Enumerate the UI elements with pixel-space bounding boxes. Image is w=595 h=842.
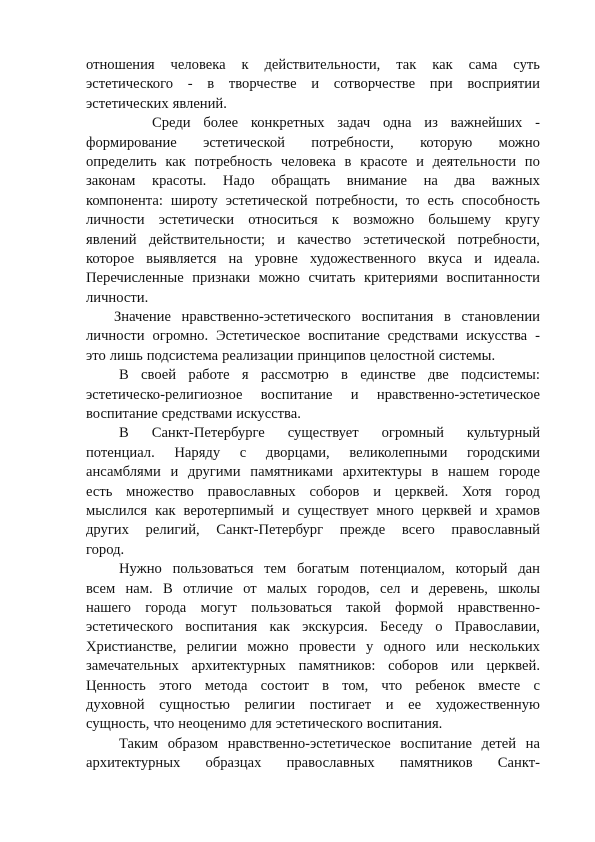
word: так: [396, 57, 417, 73]
word: соборов: [309, 483, 360, 500]
word: относиться: [248, 212, 318, 229]
word: и: [277, 231, 286, 248]
word: вкуса: [428, 250, 463, 267]
word: и: [373, 483, 382, 500]
word: Среди: [152, 115, 191, 132]
text-line: [86, 56, 540, 75]
word: можно: [498, 134, 540, 151]
word: храмов: [495, 502, 540, 519]
word: потенциал.: [86, 444, 155, 461]
word: экскурсия.: [302, 619, 368, 636]
word: можно: [247, 638, 289, 655]
word: широту: [170, 192, 218, 209]
word: своей: [141, 367, 177, 384]
word: дворцами,: [265, 444, 330, 461]
text-line: [86, 735, 540, 754]
word: городскими: [467, 444, 540, 461]
word: одна: [382, 115, 412, 132]
text-line: [86, 599, 540, 618]
word: личности: [86, 328, 145, 345]
word: религий,: [145, 522, 200, 539]
word: эстетической: [225, 192, 308, 209]
text-line: [86, 444, 540, 463]
word: такой: [346, 599, 381, 616]
word: становлении: [461, 309, 540, 326]
word: состоит: [260, 677, 309, 694]
word: и: [416, 153, 424, 170]
word: в: [431, 464, 439, 481]
word: Наряду: [174, 444, 221, 461]
word: В: [119, 367, 129, 384]
text-line: [86, 580, 540, 599]
word: великолепными: [349, 444, 448, 461]
word: из: [424, 115, 438, 132]
word: церквей: [421, 502, 472, 519]
word: важных: [491, 173, 540, 190]
word: о: [435, 619, 443, 636]
word: -: [535, 328, 540, 345]
word: город: [505, 483, 540, 500]
word: человека: [280, 153, 336, 170]
word: воспитания.: [366, 716, 443, 733]
word: эстетического: [275, 716, 363, 733]
word: рассмотрю: [260, 367, 329, 384]
word: могут: [200, 599, 237, 616]
word: пользоваться: [251, 599, 332, 616]
word: образцах: [205, 755, 262, 772]
word: мыслился: [86, 502, 148, 519]
word: всем: [86, 580, 116, 597]
word: творчестве: [228, 76, 297, 93]
word: компонента:: [86, 192, 163, 209]
word: две: [428, 367, 449, 384]
word: сущность,: [86, 716, 150, 733]
word: это: [86, 347, 106, 364]
word: архитектурных: [191, 658, 286, 675]
word: памятников: [399, 755, 473, 772]
word: на: [423, 173, 438, 190]
word: в: [341, 367, 348, 384]
word: к: [241, 57, 249, 73]
word: Хотя: [462, 483, 492, 500]
word: воспитание: [260, 386, 333, 403]
word: городов,: [317, 580, 370, 597]
word: замечательных: [86, 658, 179, 675]
text-line: [86, 618, 540, 637]
text-line: [86, 211, 540, 230]
word: что: [381, 677, 403, 694]
word: других: [86, 522, 129, 539]
word: формирование: [86, 134, 177, 151]
word: эстетической: [203, 134, 285, 151]
word: эстетического: [86, 76, 174, 93]
word: на: [228, 250, 243, 267]
word: -: [187, 76, 193, 93]
text-line: [86, 75, 540, 94]
text-line: [86, 696, 540, 715]
word: нашем: [448, 464, 490, 481]
word: много: [376, 502, 414, 519]
word: как: [269, 619, 290, 636]
word: воспитание: [400, 735, 472, 752]
word: работе: [188, 367, 230, 384]
word: нравственно-эстетическое: [376, 386, 540, 403]
word: конкретных: [250, 115, 325, 132]
word: по: [524, 153, 540, 170]
word: отношения: [86, 57, 155, 73]
word: и: [479, 502, 488, 519]
word: идеала.: [494, 250, 540, 267]
word: дан: [518, 561, 540, 578]
word: качество: [297, 231, 352, 248]
word: художественного: [309, 250, 417, 267]
word: выявляется: [146, 250, 217, 267]
word: способность: [461, 192, 540, 209]
word: том,: [342, 677, 369, 694]
word: и: [350, 386, 359, 403]
word: от: [243, 580, 257, 597]
text-line: [86, 269, 540, 288]
word: кругу: [505, 212, 540, 229]
word: явлений: [86, 231, 137, 248]
text-line: [86, 541, 540, 560]
word: законам: [86, 173, 136, 190]
word: средствами: [161, 406, 233, 423]
word: и: [410, 580, 419, 597]
text-line: [86, 95, 540, 114]
word: то: [406, 192, 420, 209]
word: нравственно-: [457, 599, 540, 616]
word: Перечисленные: [86, 270, 184, 287]
word: множество: [126, 483, 194, 500]
text-line: [86, 677, 540, 696]
word: красоте: [360, 153, 408, 170]
word: художественную: [435, 696, 540, 713]
word: Беседу: [380, 619, 423, 636]
word: единстве: [360, 367, 416, 384]
word: нам.: [125, 580, 153, 597]
word: эстетического: [86, 619, 174, 636]
word: и: [170, 464, 179, 481]
word: потребности,: [315, 192, 399, 209]
word: определить: [86, 153, 157, 170]
word: и: [311, 76, 320, 93]
word: памятниками: [250, 464, 333, 481]
text-line: [86, 463, 540, 482]
word: городе: [498, 464, 540, 481]
word: и: [474, 250, 483, 267]
word: пользоваться: [172, 561, 254, 578]
word: воспитанности: [446, 270, 540, 287]
word: у: [365, 638, 374, 655]
word: Санкт-Петербурге: [151, 425, 265, 442]
word: неоценимо: [178, 716, 247, 733]
word: критериями: [363, 270, 438, 287]
word: памятников:: [298, 658, 376, 675]
word: потребности,: [311, 134, 394, 151]
text-line: [86, 250, 540, 269]
word: постигает: [309, 696, 372, 713]
word: суть: [513, 57, 540, 73]
word: уровне: [254, 250, 298, 267]
word: отличие: [182, 580, 233, 597]
text-line: [86, 638, 540, 657]
word: В: [119, 425, 129, 442]
word: в: [322, 677, 329, 694]
word: эстетически: [158, 212, 235, 229]
text-line: [86, 308, 540, 327]
word: что: [153, 716, 175, 733]
word: воспитания: [185, 619, 258, 636]
word: личности.: [86, 289, 149, 306]
word: эстетических: [86, 95, 169, 112]
word: искусства: [466, 328, 528, 345]
word: ее: [408, 696, 422, 713]
word: в: [443, 309, 451, 326]
word: нравственно-эстетическое: [227, 735, 391, 752]
word: потенциалом,: [359, 561, 445, 578]
word: Значение: [114, 309, 171, 326]
text-line: [86, 405, 540, 424]
word: личности: [86, 212, 145, 229]
text-line: [86, 172, 540, 191]
text-line: [86, 192, 540, 211]
text-line: [86, 366, 540, 385]
text-line: [86, 754, 540, 773]
word: или: [450, 658, 474, 675]
text-line: [86, 483, 540, 502]
word: искусства.: [236, 406, 301, 423]
word: ребенок: [415, 677, 466, 694]
word: потребность: [194, 153, 273, 170]
word: с: [533, 677, 540, 694]
word: красоты.: [152, 173, 207, 190]
word: религии: [244, 696, 296, 713]
word: подсистемы:: [461, 367, 540, 384]
text-line: [86, 327, 540, 346]
word: всего: [401, 522, 435, 539]
text-line: [86, 347, 540, 366]
word: системы.: [438, 347, 496, 364]
word: два: [454, 173, 476, 190]
word: есть: [86, 483, 113, 500]
word: реализации: [222, 347, 294, 364]
word: деятельности: [432, 153, 517, 170]
word: на: [525, 735, 540, 752]
word: можно: [258, 270, 300, 287]
word: человека: [170, 57, 226, 73]
word: при: [429, 76, 453, 93]
word: нравственно-эстетического: [181, 309, 351, 326]
word: архитектурных: [86, 755, 181, 772]
word: который: [455, 561, 508, 578]
word: формой: [395, 599, 444, 616]
word: провести: [298, 638, 356, 655]
text-line: [86, 502, 540, 521]
word: сотворчестве: [333, 76, 416, 93]
word: Надо: [222, 173, 255, 190]
word: церквей.: [394, 483, 449, 500]
word: задач: [337, 115, 371, 132]
word: православных: [207, 483, 296, 500]
word: образом: [167, 735, 219, 752]
word: как: [432, 57, 453, 73]
word: и: [385, 696, 394, 713]
word: с: [239, 444, 247, 461]
word: веротерпимый: [183, 502, 274, 519]
word: православных: [286, 755, 375, 772]
word: подсистема: [146, 347, 219, 364]
word: которое: [86, 250, 135, 267]
word: в: [207, 76, 215, 93]
word: или: [436, 638, 459, 655]
word: лишь: [109, 347, 143, 364]
word: более: [203, 115, 239, 132]
word: вместе: [478, 677, 521, 694]
word: Христианстве,: [86, 638, 177, 655]
word: возможно: [353, 212, 415, 229]
text-line: [86, 134, 540, 153]
word: как: [155, 502, 176, 519]
text-line: [86, 289, 540, 308]
word: которую: [420, 134, 473, 151]
word: -: [535, 115, 540, 132]
text-line: [86, 715, 540, 734]
word: метода: [204, 677, 248, 694]
word: одного: [383, 638, 426, 655]
word: Эстетическое: [216, 328, 301, 345]
word: Таким: [119, 735, 159, 752]
word: соборов: [388, 658, 439, 675]
word: ансамблями: [86, 464, 161, 481]
text-line: [86, 424, 540, 443]
word: малых: [266, 580, 308, 597]
word: эстетическо-религиозное: [86, 386, 243, 403]
text-line: [86, 231, 540, 250]
word: воспитания: [361, 309, 434, 326]
word: огромно.: [152, 328, 209, 345]
text-line: [86, 114, 540, 133]
word: православный: [451, 522, 540, 539]
word: этого: [158, 677, 192, 694]
word: сущностью: [159, 696, 230, 713]
word: прежде: [339, 522, 386, 539]
word: большему: [428, 212, 491, 229]
word: Нужно: [119, 561, 162, 578]
word: тем: [264, 561, 287, 578]
word: действительности;: [148, 231, 266, 248]
word: Санкт-: [497, 755, 540, 772]
word: воспитание: [86, 406, 158, 423]
word: в: [344, 153, 352, 170]
body-text: [86, 56, 540, 773]
word: и: [281, 502, 290, 519]
text-line: [86, 657, 540, 676]
word: другими: [187, 464, 241, 481]
word: действительности,: [264, 57, 381, 73]
word: признаки: [192, 270, 251, 287]
word: явлений.: [172, 95, 227, 112]
word: культурный: [466, 425, 540, 442]
word: детей: [481, 735, 517, 752]
text-line: [86, 560, 540, 579]
word: богатым: [296, 561, 350, 578]
word: эстетической: [363, 231, 446, 248]
word: считать: [308, 270, 356, 287]
word: принципов: [297, 347, 366, 364]
word: восприятии: [467, 76, 540, 93]
word: церквей.: [486, 658, 540, 675]
word: нескольких: [469, 638, 540, 655]
word: целостной: [369, 347, 435, 364]
word: города: [145, 599, 187, 616]
word: Ценность: [86, 677, 146, 694]
word: внимание: [346, 173, 407, 190]
word: Православии,: [454, 619, 540, 636]
text-line: [86, 153, 540, 172]
word: религии: [186, 638, 238, 655]
word: как: [165, 153, 186, 170]
word: школы: [498, 580, 540, 597]
word: деревень,: [428, 580, 488, 597]
word: духовной: [86, 696, 145, 713]
word: средствами: [387, 328, 459, 345]
word: сама: [468, 57, 498, 73]
word: нашего: [86, 599, 131, 616]
word: важнейших: [450, 115, 523, 132]
word: город.: [86, 541, 125, 558]
word: потребности,: [457, 231, 540, 248]
word: к: [331, 212, 339, 229]
text-line: [86, 386, 540, 405]
word: есть: [427, 192, 454, 209]
word: обращать: [271, 173, 331, 190]
word: существует: [297, 502, 369, 519]
word: существует: [287, 425, 359, 442]
word: В: [162, 580, 173, 597]
word: для: [250, 716, 272, 733]
word: архитектуры: [342, 464, 422, 481]
text-line: [86, 521, 540, 540]
word: сел: [380, 580, 401, 597]
word: огромный: [381, 425, 444, 442]
word: Санкт-Петербург: [216, 522, 324, 539]
word: воспитание: [308, 328, 380, 345]
word: я: [241, 367, 249, 384]
